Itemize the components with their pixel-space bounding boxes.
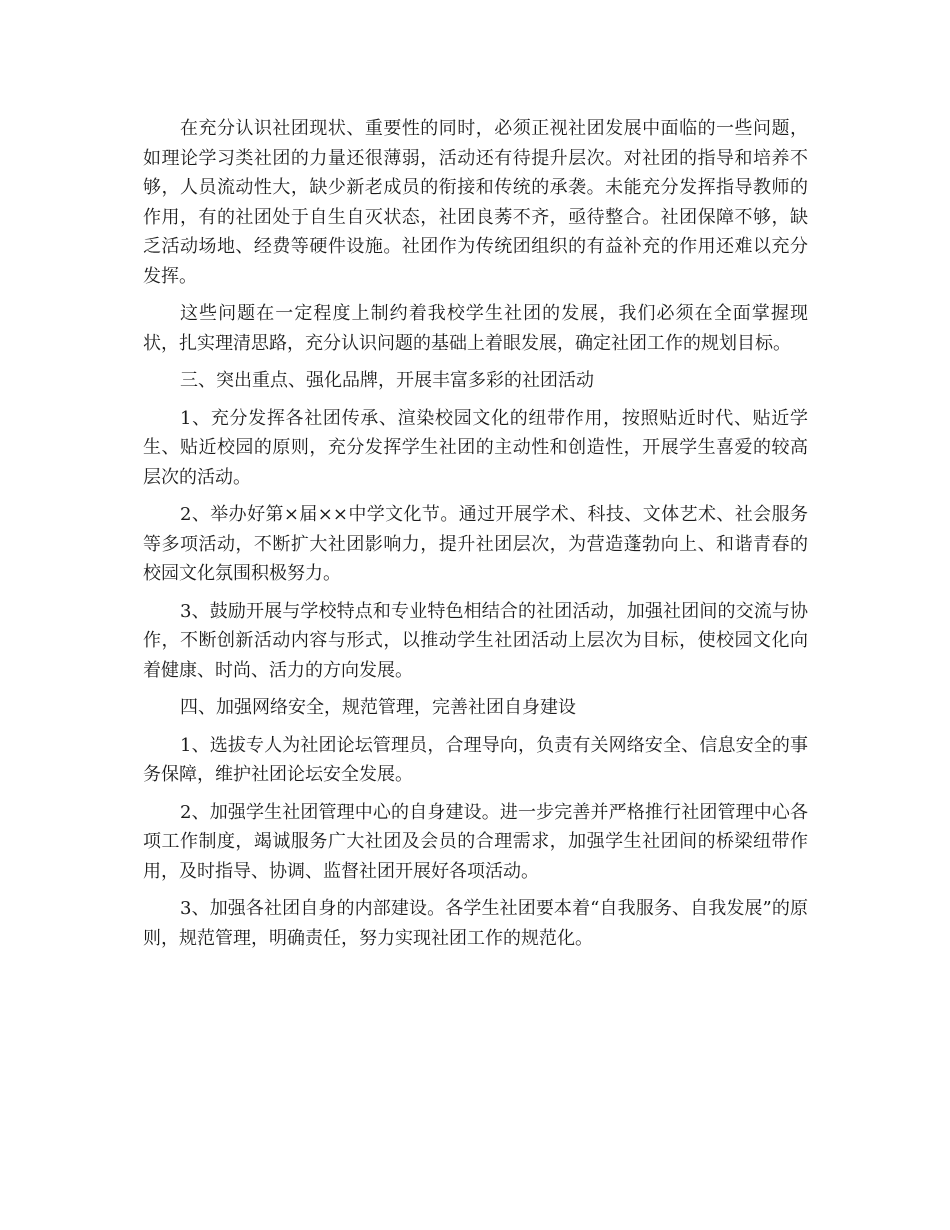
paragraph-constraints: 这些问题在一定程度上制约着我校学生社团的发展，我们必须在全面掌握现状，扎实理清思路，充分认识问题的基础上着眼发展，确定社团工作的规划目标。 — [143, 303, 808, 354]
paragraph-item-4-2: 2、加强学生社团管理中心的自身建设。进一步完善并严格推行社团管理中心各项工作制度，竭诚服务广大社团及会员的合理需求，加强学生社团间的桥梁纽带作用，及时指导、协调、监督社团开展好各项活动。 — [143, 801, 808, 882]
section-heading-4: 四、加强网络安全，规范管理，完善社团自身建设 — [180, 697, 576, 718]
paragraph-item-3-2: 2、举办好第×届××中学文化节。通过开展学术、科技、文体艺术、社会服务等多项活动，不断扩大社团影响力，提升社团层次，为营造蓬勃向上、和谐青春的校园文化氛围积极努力。 — [143, 504, 808, 584]
paragraph-problems: 在充分认识社团现状、重要性的同时，必须正视社团发展中面临的一些问题，如理论学习类社团的力量还很薄弱，活动还有待提升层次。对社团的指导和培养不够，人员流动性大，缺少新老成员的衔接和传统的承袭。未能充分发挥指导教师的作用，有的社团处于自生自灭状态，社团良莠不齐，亟待整合。社团保障不够，缺乏活动场地、经费等硬件设施。社团作为传统团组织的有益补充的作用还难以充分发挥。 — [143, 118, 808, 287]
document-body — [143, 114, 808, 961]
paragraph-item-4-1: 1、选拔专人为社团论坛管理员，合理导向，负责有关网络安全、信息安全的事务保障，维护社团论坛安全发展。 — [143, 734, 808, 785]
paragraph-item-3-3: 3、鼓励开展与学校特点和专业特色相结合的社团活动，加强社团间的交流与协作，不断创新活动内容与形式，以推动学生社团活动上层次为目标，使校园文化向着健康、时尚、活力的方向发展。 — [143, 600, 808, 681]
section-heading-3: 三、突出重点、强化品牌，开展丰富多彩的社团活动 — [180, 370, 594, 391]
paragraph-item-3-1: 1、充分发挥各社团传承、渲染校园文化的纽带作用，按照贴近时代、贴近学生、贴近校园的原则，充分发挥学生社团的主动性和创造性，开展学生喜爱的较高层次的活动。 — [143, 407, 808, 488]
paragraph-item-4-3: 3、加强各社团自身的内部建设。各学生社团要本着“自我服务、自我发展”的原则，规范管理，明确责任，努力实现社团工作的规范化。 — [143, 898, 808, 949]
